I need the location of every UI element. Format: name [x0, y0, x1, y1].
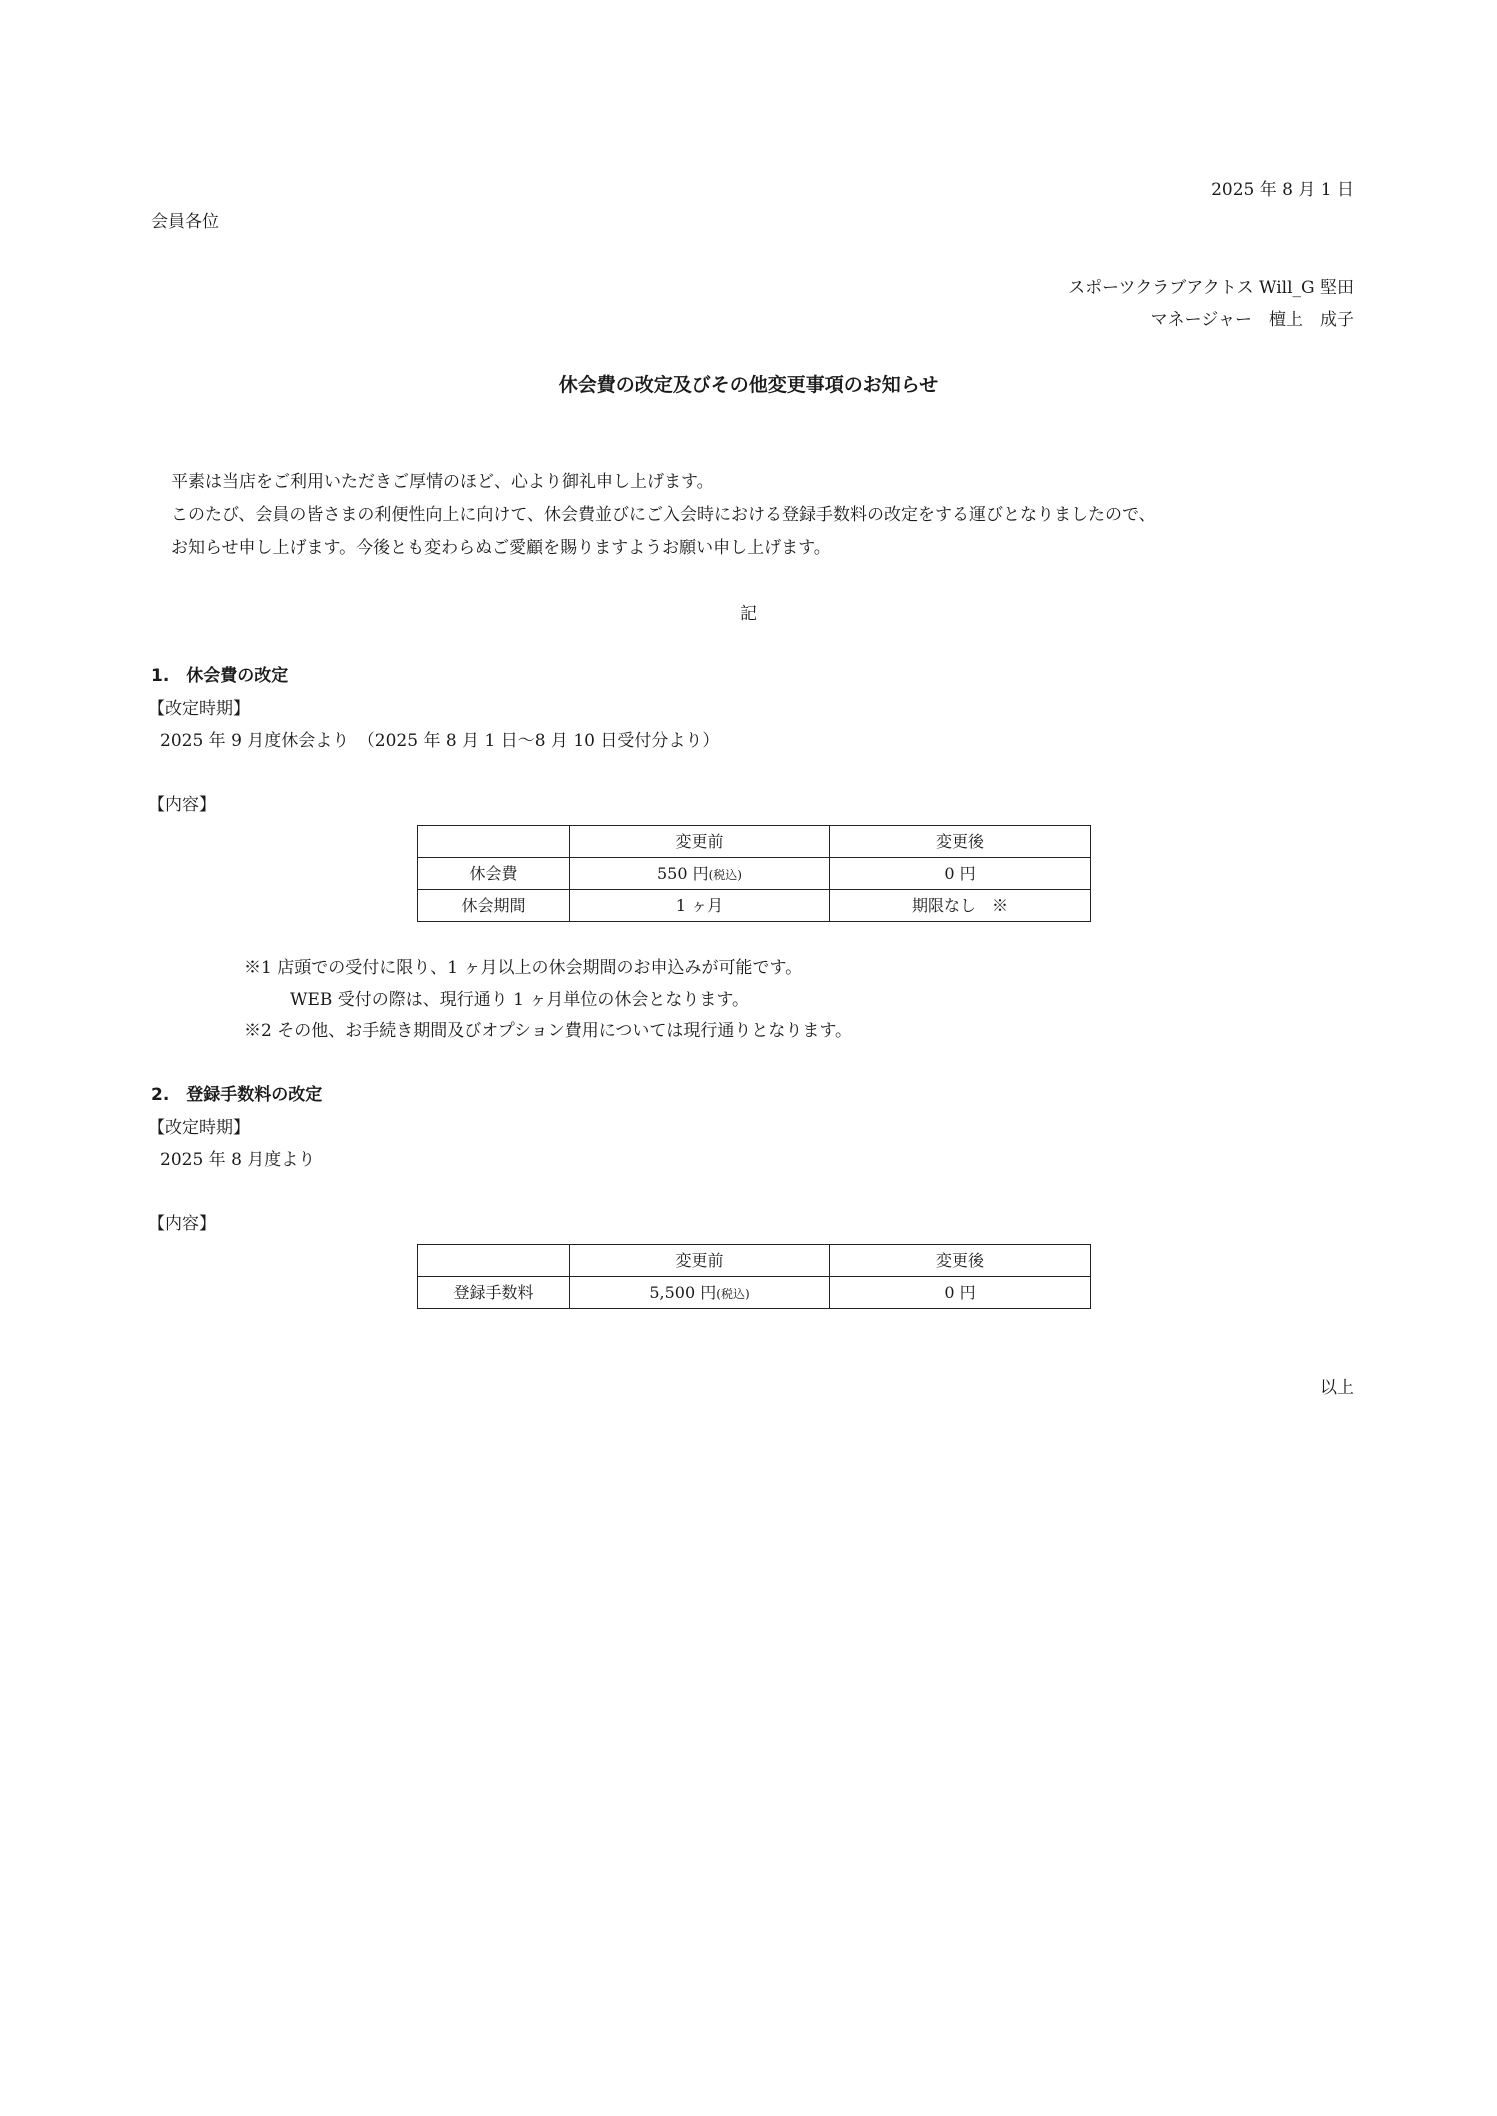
- sender-manager: マネージャー 檀上 成子: [1150, 310, 1354, 330]
- before-value: 550 円: [656, 863, 709, 883]
- ki-marker: 記: [740, 604, 757, 624]
- tax-note: (税込): [708, 867, 742, 882]
- table-cell-before: [570, 890, 830, 922]
- before-value: 1 ヶ月: [675, 895, 724, 915]
- page-title: 休会費の改定及びその他変更事項のお知らせ: [558, 374, 939, 396]
- closing: 以上: [1320, 1378, 1354, 1398]
- section2-heading: 2. 登録手数料の改定: [151, 1085, 323, 1105]
- table-cell-after: 0 円: [830, 858, 1091, 890]
- table-cell-item: 休会期間: [418, 890, 570, 922]
- section1-heading: 1. 休会費の改定: [151, 666, 289, 686]
- table-header-cell: [418, 826, 570, 858]
- section1-period-label: 【改定時期】: [148, 699, 250, 719]
- section1-fee-table: [417, 825, 1091, 922]
- table-row: [418, 1277, 1091, 1309]
- section2-period-label: 【改定時期】: [148, 1118, 250, 1138]
- table-cell-after: 0 円: [830, 1277, 1091, 1309]
- table-row: [418, 858, 1091, 890]
- table-cell-before: [570, 1277, 830, 1309]
- sender-organization: スポーツクラブアクトス Will_G 堅田: [1068, 278, 1354, 298]
- table-header-cell: [418, 1245, 570, 1277]
- table-header-row: [418, 1245, 1091, 1277]
- intro-line-1: 平素は当店をご利用いただきご厚情のほど、心より御礼申し上げます。: [171, 472, 714, 492]
- section2-fee-table: [417, 1244, 1091, 1309]
- section1-period: 2025 年 9 月度休会より （2025 年 8 月 1 日～8 月 10 日受付分より）: [160, 731, 720, 751]
- section2-period: 2025 年 8 月度より: [160, 1150, 316, 1170]
- table-header-cell: 変更後: [830, 826, 1091, 858]
- note-2: ※2 その他、お手続き期間及びオプション費用については現行通りとなります。: [244, 1021, 852, 1041]
- section1-content-label: 【内容】: [148, 795, 216, 815]
- table-cell-before: [570, 858, 830, 890]
- table-header-cell: 変更後: [830, 1245, 1091, 1277]
- note-1-continuation: WEB 受付の際は、現行通り 1 ヶ月単位の休会となります。: [290, 990, 750, 1010]
- tax-note: (税込): [716, 1286, 750, 1301]
- intro-line-2: このたび、会員の皆さまの利便性向上に向けて、休会費並びにご入会時における登録手数料の改定をする運びとなりましたので、: [171, 505, 1156, 525]
- before-value: 5,500 円: [649, 1282, 717, 1302]
- addressee: 会員各位: [151, 212, 219, 232]
- section2-content-label: 【内容】: [148, 1214, 216, 1234]
- table-header-cell: 変更前: [570, 1245, 830, 1277]
- table-header-row: [418, 826, 1091, 858]
- table-header-cell: 変更前: [570, 826, 830, 858]
- note-1: ※1 店頭での受付に限り、1 ヶ月以上の休会期間のお申込みが可能です。: [244, 958, 803, 978]
- intro-line-3: お知らせ申し上げます。今後とも変わらぬご愛顧を賜りますようお願い申し上げます。: [171, 538, 831, 558]
- table-cell-after: 期限なし ※: [830, 890, 1091, 922]
- table-cell-item: 休会費: [418, 858, 570, 890]
- table-row: [418, 890, 1091, 922]
- table-cell-item: 登録手数料: [418, 1277, 570, 1309]
- document-date: 2025 年 8 月 1 日: [1211, 180, 1354, 200]
